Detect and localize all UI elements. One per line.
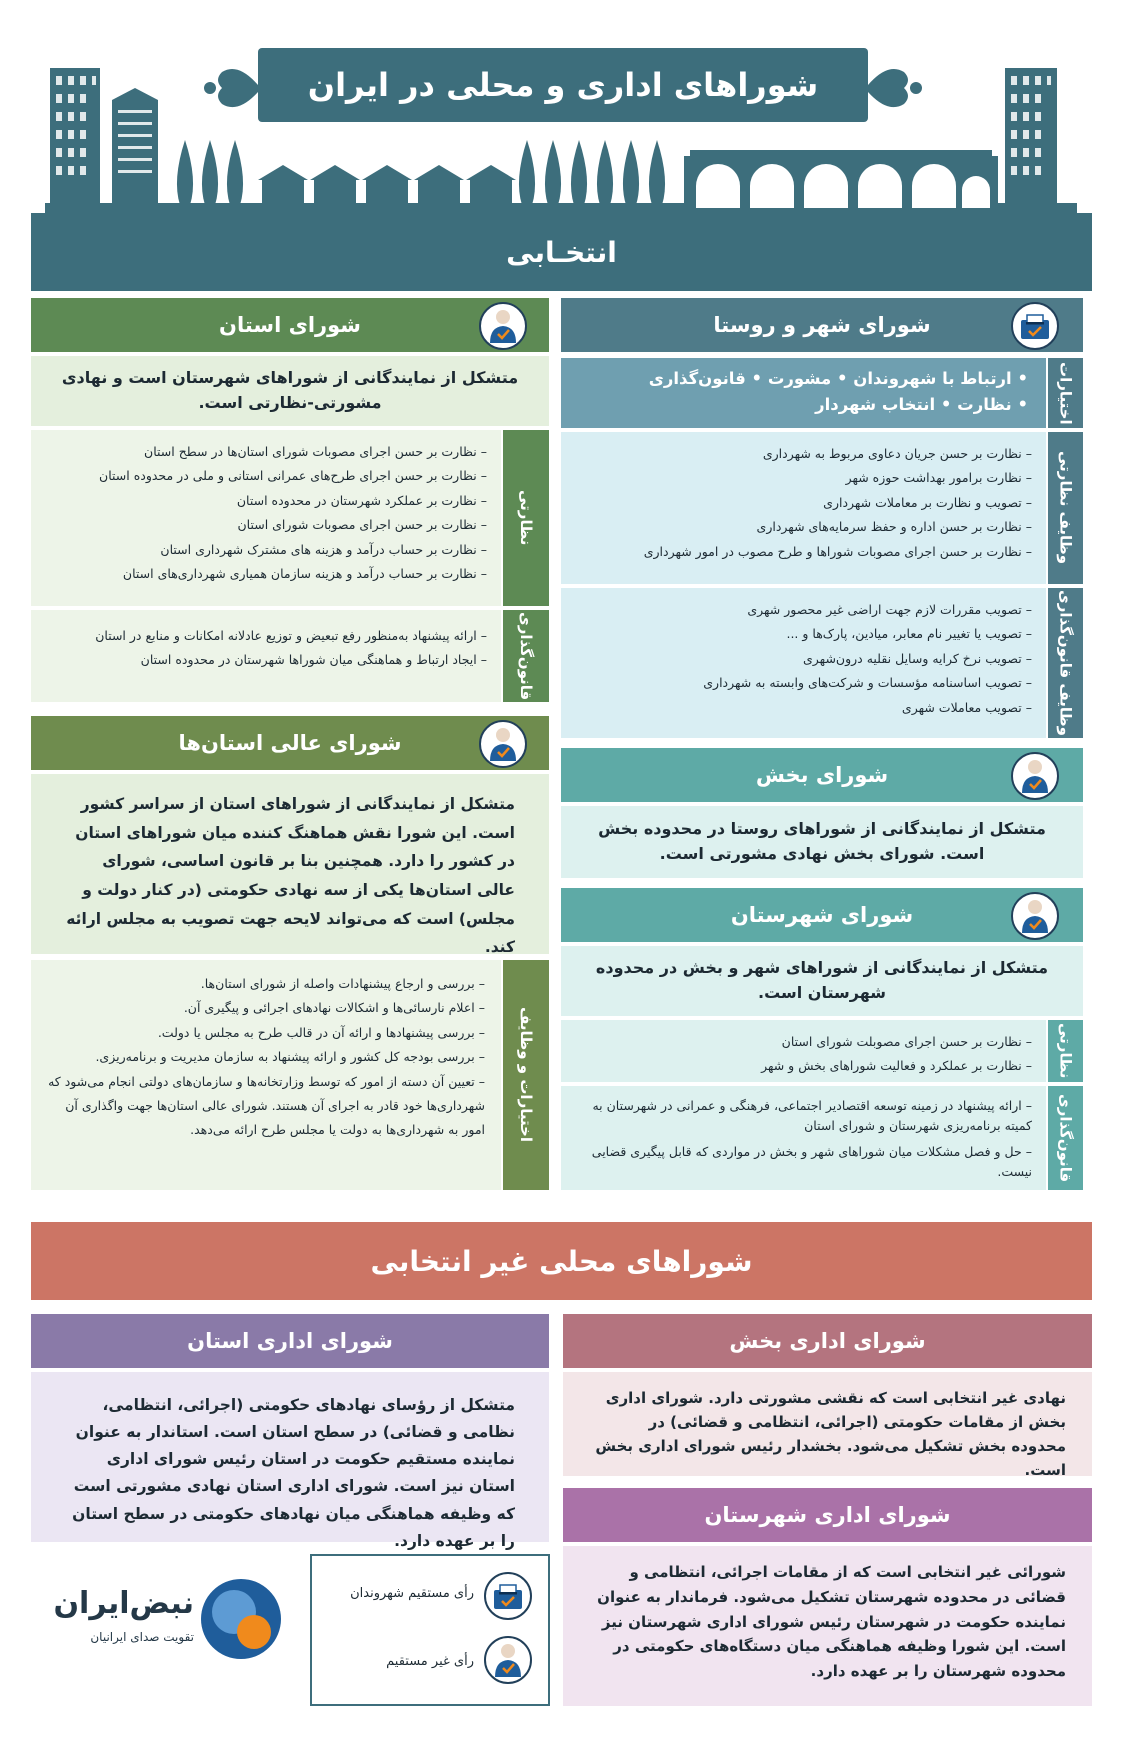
admin-county-header	[563, 1488, 1092, 1542]
province-title: شورای استان	[219, 313, 361, 337]
nabz-iran-logo-icon	[198, 1576, 284, 1662]
logo-name: نبض‌ایران	[53, 1586, 194, 1621]
voter-icon	[479, 720, 527, 768]
province-supervisory-list	[31, 430, 501, 606]
list-item: – نظارت بر عملکرد شهرستان در محدوده استان	[41, 489, 487, 513]
supreme-desc: متشکل از نمایندگانی از شوراهای استان از سراسر کشور است. این شورا نقش هماهنگ کننده میان شوراهای استان در کشور را دارد. همچنین بنا بر قانون اساسی، شورای عالی استان‌ها یکی از سه نهادی حکومتی (در کنار دولت و مجلس) است که می‌تواند لایحه جهت تصویب به مجلس ارائه کند.	[31, 774, 549, 954]
elected-councils-banner: انتخـابی	[31, 213, 1092, 291]
county-desc: متشکل از نمایندگانی از شوراهای شهر و بخش در محدوده شهرستان است.	[561, 946, 1083, 1016]
voter-icon	[1011, 752, 1059, 800]
city-village-title: شورای شهر و روستا	[713, 313, 931, 337]
list-item: – نظارت بر عملکرد و فعالیت شوراهای بخش و شهر	[571, 1054, 1032, 1078]
city-supervisory-list	[561, 432, 1046, 584]
list-item: – تصویب و نظارت بر معاملات شهرداری	[571, 491, 1032, 515]
admin-province-title: شورای اداری استان	[187, 1329, 393, 1353]
county-supervisory-label: نظارتی	[1048, 1020, 1083, 1082]
province-desc: متشکل از نمایندگانی از شوراهای شهرستان است و نهادی مشورتی-نظارتی است.	[31, 356, 549, 426]
admin-district-title: شورای اداری بخش	[729, 1329, 926, 1353]
non-elected-banner: شوراهای محلی غیر انتخابی	[31, 1222, 1092, 1300]
admin-district-desc: نهادی غیر انتخابی است که نقشی مشورتی دارد. شورای اداری بخش از مقامات حکومتی (اجرائی، انتظامی و قضائی) در محدوده بخش تشکیل می‌شود. بخشدار رئیس شورای اداری بخش است.	[563, 1372, 1092, 1476]
province-legislative-list	[31, 610, 501, 702]
ballot-box-icon	[484, 1572, 532, 1620]
list-item: – نظارت بر حساب درآمد و هزینه سازمان همیاری شهرداری‌های استان	[41, 562, 487, 586]
admin-county-title: شورای اداری شهرستان	[704, 1503, 951, 1527]
list-item: – اعلام نارسائی‌ها و اشکالات نهادهای اجرائی و پیگیری آن.	[39, 996, 485, 1020]
province-supervisory-label: نظارتی	[503, 430, 549, 606]
list-item: – بررسی و ارجاع پیشنهادات واصله از شورای استان‌ها.	[39, 972, 485, 996]
district-title: شورای بخش	[755, 763, 889, 787]
list-item: – تصویب معاملات شهری	[571, 696, 1032, 720]
district-header	[561, 748, 1083, 802]
list-item: – ارائه پیشنهاد در زمینه توسعه اقتصادیر اجتماعی، فرهنگی و عمرانی در شهرستان به کمیته برنامه‌ریزی شهرستان و شورای استان	[571, 1096, 1032, 1136]
list-item: – نظارت بر حسن اجرای مصوبات شورای استان‌ها در سطح استان	[41, 440, 487, 464]
list-item: – بررسی پیشنهادها و ارائه آن در قالب طرح به مجلس یا دولت.	[39, 1021, 485, 1045]
list-item: – نظارت بر حسن اجرای مصوبات شورای استان	[41, 513, 487, 537]
voter-icon	[479, 302, 527, 350]
voter-icon	[484, 1636, 532, 1684]
list-item: – ارائه پیشنهاد به‌منظور رفع تبعیض و توزیع عادلانه امکانات و منابع در استان	[41, 624, 487, 648]
ballot-box-icon	[1011, 302, 1059, 350]
legend-direct-label: رأی مستقیم شهروندان	[350, 1586, 474, 1601]
page-title: شوراهای اداری و محلی در ایران	[258, 48, 868, 122]
supreme-title: شورای عالی استان‌ها	[178, 731, 402, 755]
list-item: – نظارت بر حسن اجرای مصوبلت شورای استان	[571, 1030, 1032, 1054]
supreme-header	[31, 716, 549, 770]
supreme-duties-list	[31, 960, 501, 1190]
list-item: – نظارت بر حسن اجرای مصوبات شوراها و طرح مصوب در امور شهرداری	[571, 540, 1032, 564]
city-authority-line-2: • نظارت • انتخاب شهردار	[815, 394, 1028, 414]
city-authority-box	[561, 358, 1046, 428]
admin-county-desc: شورائی غیر انتخابی است که از مقامات اجرائی، انتظامی و قضائی در محدوده شهرستان تشکیل می‌شود. فرماندار به عنوان نماینده حکومت در شهرستان رئیس شورای اداری شهرستان نیز است. این شورا وظیفه هماهنگی میان دستگاه‌های حکومتی در محدوده شهرستان را بر عهده دارد.	[563, 1546, 1092, 1706]
list-item: – نظارت بر حسن اداره و حفظ سرمایه‌های شهرداری	[571, 515, 1032, 539]
list-item: – حل و فصل مشکلات میان شوراهای شهر و بخش در مواردی که قابل پیگیری قضایی نیست.	[571, 1142, 1032, 1182]
city-village-header	[561, 298, 1083, 352]
list-item: – بررسی بودجه کل کشور و ارائه پیشنهاد به سازمان مدیریت و برنامه‌ریزی.	[39, 1045, 485, 1069]
list-item: – نظارت بر حسن اجرای طرح‌های عمرانی استانی و ملی در محدوده استان	[41, 464, 487, 488]
city-legislative-list	[561, 588, 1046, 738]
city-authority-label: اختیارات	[1048, 358, 1083, 428]
county-header	[561, 888, 1083, 942]
province-legislative-label: قانون‌گذاری	[503, 610, 549, 702]
list-item: – نظارت بر حساب درآمد و هزینه های مشترک شهرداری استان	[41, 538, 487, 562]
county-legislative-list	[561, 1086, 1046, 1190]
list-item: – تصویب اساسنامه مؤسسات و شرکت‌های وابسته به شهرداری	[571, 671, 1032, 695]
list-item: – نظارت برامور بهداشت حوزه شهر	[571, 466, 1032, 490]
city-supervisory-label: وظایف نظارتی	[1048, 432, 1083, 584]
admin-district-header	[563, 1314, 1092, 1368]
list-item: – تصویب نرخ کرایه وسایل نقلیه درون‌شهری	[571, 647, 1032, 671]
county-supervisory-list	[561, 1020, 1046, 1082]
voter-icon	[1011, 892, 1059, 940]
logo-tagline: تقویت صدای ایرانیان	[90, 1630, 194, 1644]
list-item: – تصویب یا تغییر نام معابر، میادین، پارک‌ها و ...	[571, 622, 1032, 646]
admin-province-desc: متشکل از رؤسای نهادهای حکومتی (اجرائی، انتظامی، نظامی و قضائی) در سطح استان است. استاندار به عنوان نماینده مستقیم حکومت در استان رئیس شورای اداری استان نیز است. شورای اداری استان نهادی مشورتی است که وظیفه هماهنگی میان نهادهای حکومتی در سطح استان را بر عهده دارد.	[31, 1372, 549, 1542]
supreme-duties-label: اختیارات و وظایف	[503, 960, 549, 1190]
admin-province-header	[31, 1314, 549, 1368]
district-desc: متشکل از نمایندگانی از شوراهای روستا در محدوده بخش است. شورای بخش نهادی مشورتی است.	[561, 806, 1083, 878]
county-title: شورای شهرستان	[730, 903, 914, 927]
list-item: – ایجاد ارتباط و هماهنگی میان شوراها شهرستان در محدوده استان	[41, 648, 487, 672]
legend-indirect-label: رأی غیر مستقیم	[386, 1654, 474, 1669]
county-legislative-label: قانون‌گذاری	[1048, 1086, 1083, 1190]
city-legislative-label: وظایف قانون‌گذاری	[1048, 588, 1083, 738]
city-authority-line-1: • ارتباط با شهروندان • مشورت • قانون‌گذاری	[648, 369, 1028, 388]
list-item: – نظارت بر حسن جریان دعاوی مربوط به شهرداری	[571, 442, 1032, 466]
province-header	[31, 298, 549, 352]
list-item: – تصویب مقررات لازم جهت اراضی غیر محصور شهری	[571, 598, 1032, 622]
list-item: – تعیین آن دسته از امور که توسط وزارتخانه‌ها و سازمان‌های دولتی انجام می‌شود که شهرداری‌ها خود قادر به اجرای آن هستند. شورای عالی استان‌ها جهت واگذاری آن امور به شهرداری‌ها به دولت یا مجلس طرح ارائه می‌دهد.	[39, 1070, 485, 1143]
